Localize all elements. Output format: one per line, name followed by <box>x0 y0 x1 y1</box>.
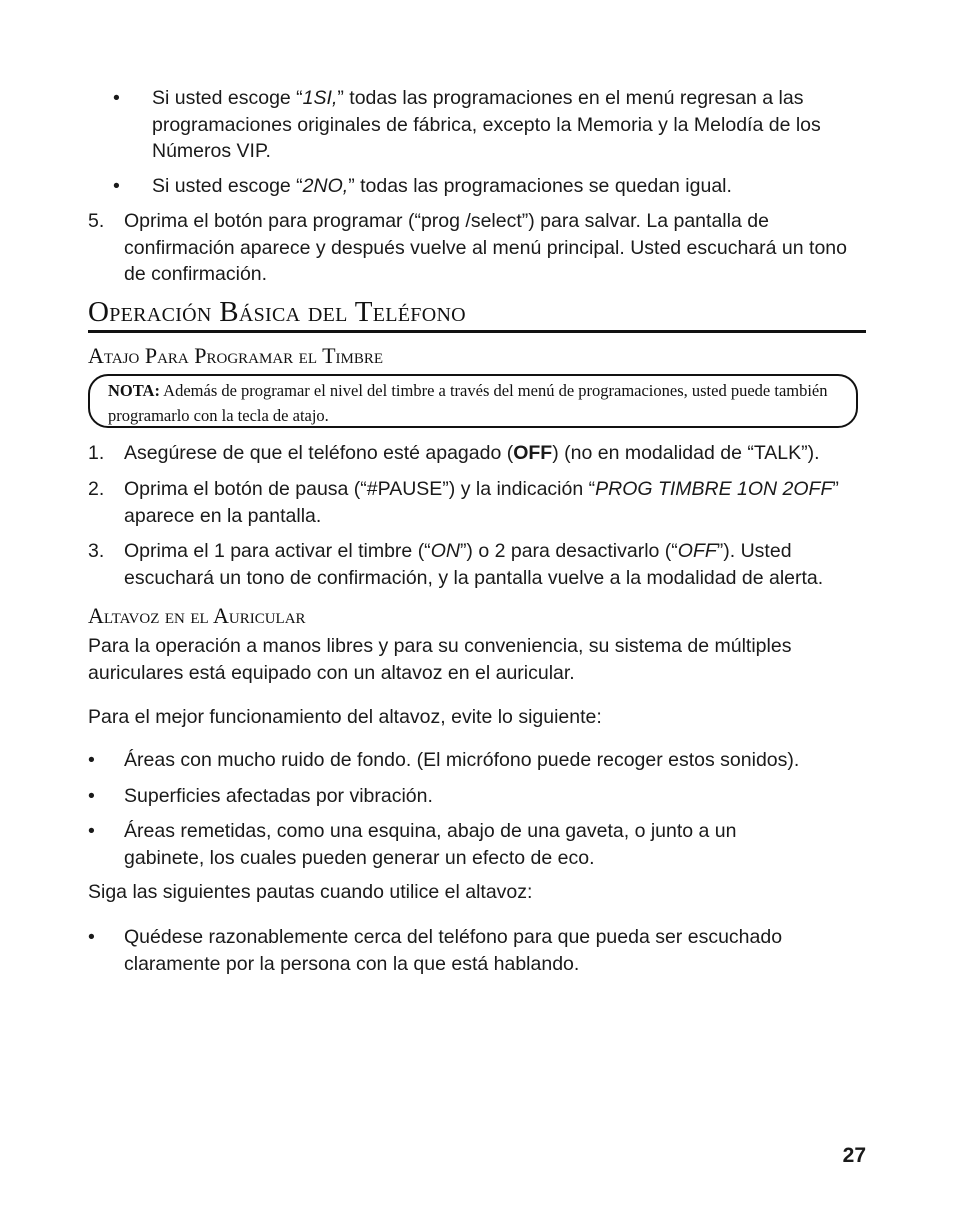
on-label: ON <box>430 540 460 562</box>
step-text <box>124 476 848 529</box>
bullet-marker: • <box>88 785 95 807</box>
option-1si: 1SI, <box>302 87 338 109</box>
bullet-reset-yes <box>113 85 873 165</box>
off-label: OFF <box>677 540 717 562</box>
step-text-c: ) (no en modalidad de “TALK”). <box>552 442 820 464</box>
subsection-title-ringer-shortcut: Atajo Para Programar el Timbre <box>88 343 384 368</box>
off-label: OFF <box>513 442 553 464</box>
step-1 <box>88 440 868 467</box>
bullet-text-post: ” todas las programaciones se quedan igual. <box>348 175 732 197</box>
paragraph-intro: Para la operación a manos libres y para su conveniencia, su sistema de múltiples auriculares está equipado con un altavoz en el auricular. <box>88 635 792 684</box>
bullet-text: Quédese razonablemente cerca del teléfono para que pueda ser escuchado claramente por la persona con la que está hablando. <box>124 926 783 975</box>
step-text-a: Oprima el 1 para activar el timbre (“ <box>124 540 431 562</box>
bullet-reset-no <box>113 173 873 200</box>
bullet-text: Superficies afectadas por vibración. <box>124 785 433 807</box>
bullet-marker: • <box>113 87 120 109</box>
step-number: 3. <box>88 540 105 562</box>
display-prompt: PROG TIMBRE 1ON 2OFF <box>595 478 833 500</box>
bullet-text-pre: Si usted escoge “ <box>152 87 303 109</box>
bullet-text: Áreas remetidas, como una esquina, abajo de una gaveta, o junto a un gabinete, los cuales pueden generar un efecto de eco. <box>124 820 737 869</box>
paragraph-guidelines: Siga las siguientes pautas cuando utilice el altavoz: <box>88 881 533 903</box>
step-text-a: Oprima el botón de pausa (“#PAUSE”) y la indicación “ <box>124 478 596 500</box>
avoid-item <box>88 747 878 774</box>
bullet-text: Áreas con mucho ruido de fondo. (El micrófono puede recoger estos sonidos). <box>124 749 800 771</box>
step-text-c: ”) o 2 para desactivarlo (“ <box>459 540 678 562</box>
bullet-text <box>152 85 873 165</box>
bullet-text-pre: Si usted escoge “ <box>152 175 303 197</box>
step-2 <box>88 476 848 529</box>
bullet-marker: • <box>88 749 95 771</box>
avoid-item <box>88 783 868 810</box>
note-box <box>88 374 858 428</box>
note-text <box>108 376 856 428</box>
step-number: 1. <box>88 442 105 464</box>
note-body: Además de programar el nivel del timbre a través del menú de programaciones, usted puede también programarlo con la tecla de atajo. <box>108 381 828 425</box>
step-text <box>124 440 868 467</box>
section-title: Operación Básica del Teléfono <box>88 296 466 328</box>
page-number: 27 <box>842 1144 866 1167</box>
paragraph-avoid: Para el mejor funcionamiento del altavoz, evite lo siguiente: <box>88 706 602 728</box>
bullet-text-post: ” todas las programaciones en el menú regresan a las programaciones originales de fábrica, excepto la Memoria y la Melodía de los Números VIP. <box>152 87 821 162</box>
step-text: Oprima el botón para programar (“prog /select”) para salvar. La pantalla de confirmación aparece y después vuelve al menú principal. Usted escuchará un tono de confirmación. <box>124 210 847 285</box>
step-text-c: ” aparece en la pantalla. <box>124 478 839 527</box>
guideline-item <box>88 924 848 977</box>
step-5 <box>88 208 856 288</box>
step-text-e: ”). Usted escuchará un tono de confirmación, y la pantalla vuelve a la modalidad de alerta. <box>124 540 824 589</box>
bullet-marker: • <box>88 926 95 948</box>
note-label: NOTA: <box>108 381 160 400</box>
step-text-a: Asegúrese de que el teléfono esté apagado ( <box>124 442 514 464</box>
step-3 <box>88 538 868 591</box>
step-number: 2. <box>88 478 105 500</box>
bullet-text <box>152 173 873 200</box>
subsection-title-speakerphone: Altavoz en el Auricular <box>88 603 306 628</box>
step-number: 5. <box>88 210 105 232</box>
section-rule <box>88 330 866 333</box>
option-2no: 2NO, <box>302 175 349 197</box>
avoid-item <box>88 818 808 871</box>
step-text <box>124 538 868 591</box>
bullet-marker: • <box>88 820 95 842</box>
bullet-marker: • <box>113 175 120 197</box>
